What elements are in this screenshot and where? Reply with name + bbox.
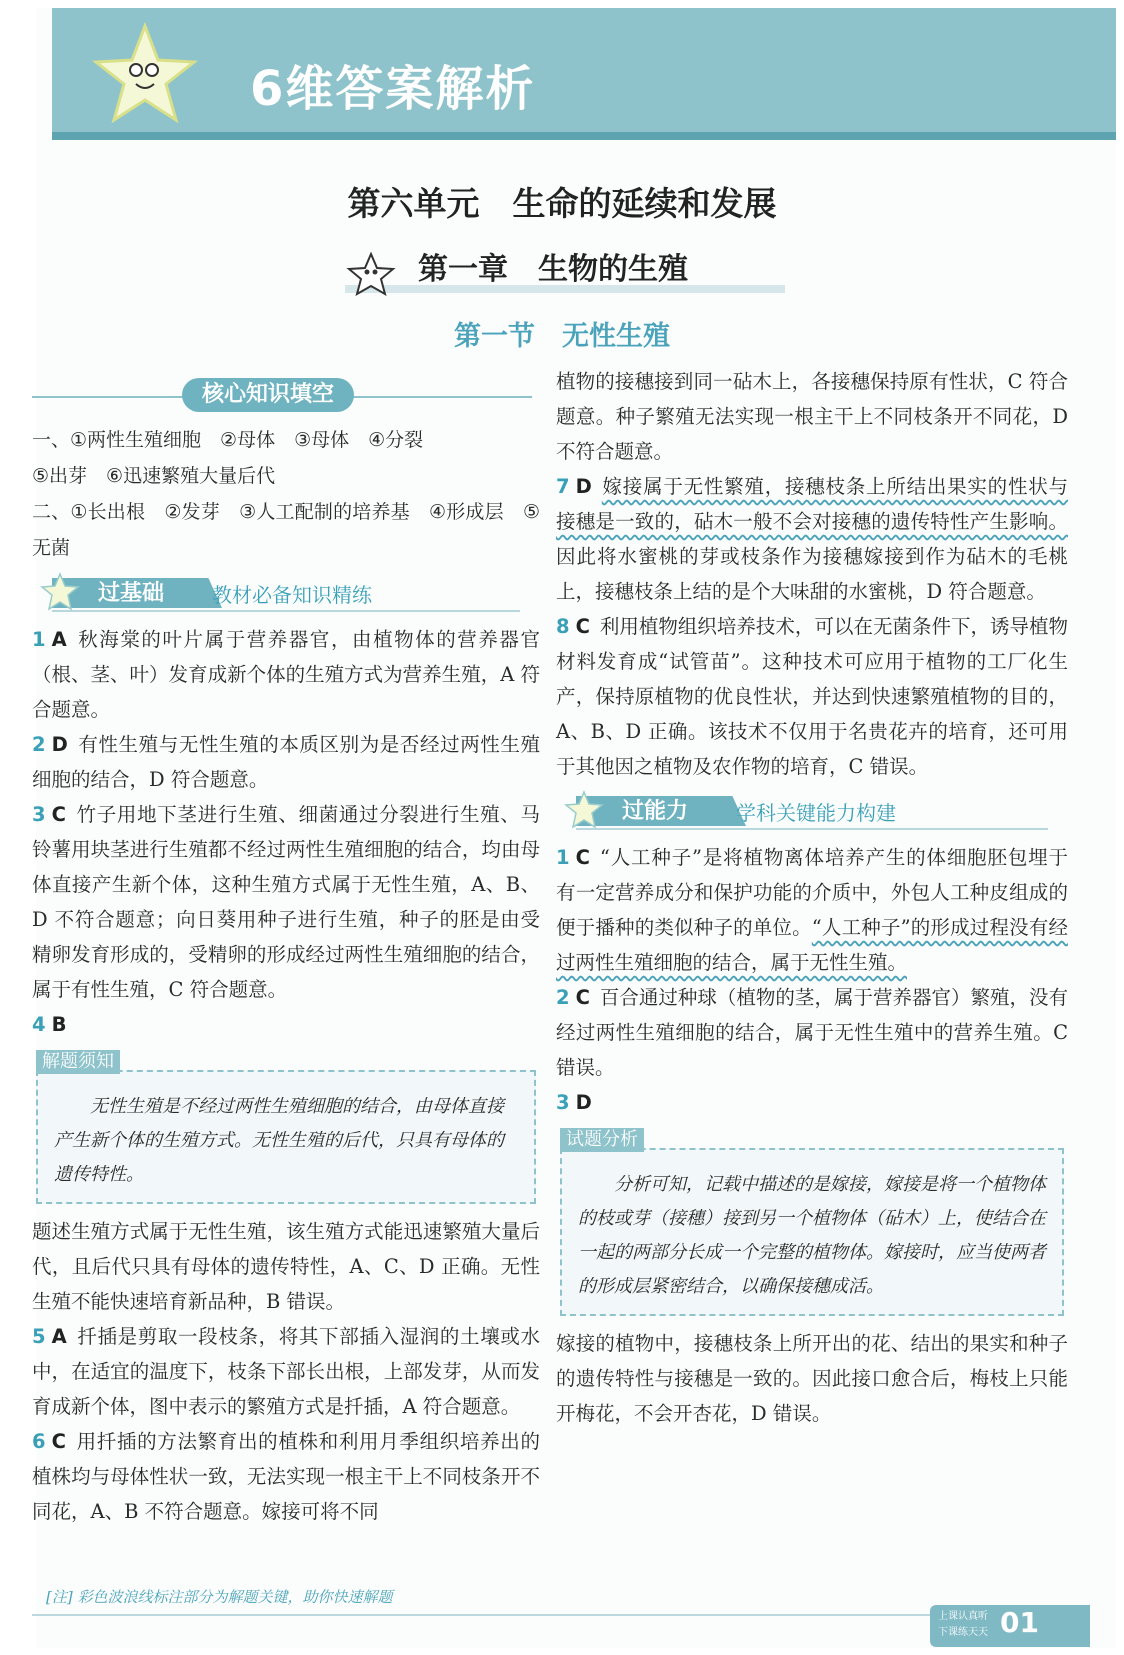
section-title: 第一节 无性生殖 bbox=[454, 321, 670, 352]
item-number: 3 bbox=[32, 803, 46, 826]
core-line-1: 一、①两性生殖细胞 ②母体 ③母体 ④分裂 bbox=[32, 429, 424, 451]
item-text: 有性生殖与无性生殖的本质区别为是否经过两性生殖细胞的结合，D 符合题意。 bbox=[32, 733, 540, 791]
tip-text: 分析可知，记载中描述的是嫁接，嫁接是将一个植物体的枝或芽（接穗）接到另一个植物体（砧木）上，使结合在一起的两部分长成一个完整的植物体。嫁接时，应当使两者的形成层紧密结合，以确保接穗成活。 bbox=[578, 1174, 1046, 1297]
ability-tag: 过能力 bbox=[622, 799, 689, 824]
basic-underline bbox=[52, 610, 520, 612]
ability-heading bbox=[556, 790, 1068, 834]
footer-slogan bbox=[938, 1609, 988, 1641]
star-mascot-icon bbox=[40, 572, 80, 612]
item-text: “人工种子”是将植物离体培养产生的体细胞胚包埋于有一定营养成分和保护功能的介质中，外包人工种皮组成的便于播种的类似种子的单位。 bbox=[556, 846, 1068, 939]
item-number: 3 bbox=[556, 1091, 570, 1114]
answer-item bbox=[556, 840, 1068, 980]
star-icon bbox=[345, 252, 397, 296]
answer-item bbox=[32, 797, 540, 1007]
item-number: 2 bbox=[556, 986, 570, 1009]
tip-text: 无性生殖是不经过两性生殖细胞的结合，由母体直接产生新个体的生殖方式。无性生殖的后代，只具有母体的遗传特性。 bbox=[54, 1096, 504, 1185]
core-heading-label: 核心知识填空 bbox=[182, 378, 354, 412]
footer-note: [注] 彩色波浪线标注部分为解题关键，助你快速解题 bbox=[46, 1588, 393, 1606]
page-number: 01 bbox=[1000, 1606, 1039, 1639]
answer-item bbox=[556, 980, 1068, 1085]
star-mascot-icon bbox=[90, 22, 200, 132]
answer-item bbox=[32, 1007, 540, 1042]
key-text: 嫁接属于无性繁殖，接穗枝条上所结出果实的性状与接穗是一致的，砧木一般不会对接穗的遗传特性产生影响。 bbox=[556, 475, 1068, 533]
answer-item bbox=[32, 622, 540, 727]
answer-item bbox=[556, 469, 1068, 609]
core-heading bbox=[32, 376, 540, 416]
footer-slogan-line-2: 下课练天天 bbox=[938, 1627, 988, 1638]
core-line-3: 二、①长出根 ②发芽 ③人工配制的培养基 ④形成层 ⑤无菌 bbox=[32, 501, 540, 559]
tip-box bbox=[36, 1051, 536, 1204]
ability-subtitle: 学科关键能力构建 bbox=[736, 801, 896, 825]
basic-heading bbox=[32, 572, 540, 616]
item-answer: C bbox=[575, 986, 590, 1009]
core-line-2: ⑤出芽 ⑥迅速繁殖大量后代 bbox=[32, 465, 276, 487]
item-text: 扦插是剪取一段枝条，将其下部插入湿润的土壤或水中，在适宜的温度下，枝条下部长出根，上部发芽，从而发育成新个体，图中表示的繁殖方式是扦插，A 符合题意。 bbox=[32, 1325, 540, 1418]
item-answer: C bbox=[51, 1430, 66, 1453]
footer-slogan-line-1: 上课认真听 bbox=[938, 1611, 988, 1622]
item-number: 1 bbox=[32, 628, 46, 651]
item-number: 5 bbox=[32, 1325, 46, 1348]
answer-item bbox=[32, 727, 540, 797]
tip-label: 解题须知 bbox=[36, 1050, 120, 1074]
tip-box bbox=[560, 1129, 1064, 1316]
item-answer: D bbox=[575, 475, 592, 498]
item-6-continued: 植物的接穗接到同一砧木上，各接穗保持原有性状，C 符合题意。种子繁殖无法实现一根主干上不同枝条开不同花，D 不符合题意。 bbox=[556, 370, 1068, 463]
header-band bbox=[52, 8, 1116, 136]
item-number: 1 bbox=[556, 846, 570, 869]
basic-tag: 过基础 bbox=[98, 581, 165, 606]
item-answer: D bbox=[51, 733, 68, 756]
header-stripe bbox=[52, 132, 1116, 140]
item-text: 利用植物组织培养技术，可以在无菌条件下，诱导植物材料发育成“试管苗”。这种技术可应用于植物的工厂化生产，保持原植物的优良性状，并达到快速繁殖植物的目的，A、B、D 正确。该技术不仅用于名贵花卉的培育，还可用于其他因之植物及农作物的培育，C 错误。 bbox=[556, 615, 1068, 778]
item-number: 4 bbox=[32, 1013, 46, 1036]
left-column bbox=[32, 372, 540, 1529]
item-text: 秋海棠的叶片属于营养器官，由植物体的营养器官（根、茎、叶）发育成新个体的生殖方式为营养生殖，A 符合题意。 bbox=[32, 628, 540, 721]
item-number: 2 bbox=[32, 733, 46, 756]
item-text: 用扦插的方法繁育出的植株和利用月季组织培养出的植株均与母体性状一致，无法实现一根主干上不同枝条开不同花，A、B 不符合题意。嫁接可将不同 bbox=[32, 1430, 540, 1523]
item-answer: D bbox=[575, 1091, 592, 1114]
after-tip-text: 嫁接的植物中，接穗枝条上所开出的花、结出的果实和种子的遗传特性与接穗是一致的。因此接口愈合后，梅枝上只能开梅花，不会开杏花，D 错误。 bbox=[556, 1332, 1068, 1425]
chapter-title: 第一章 生物的生殖 bbox=[418, 252, 688, 287]
item-answer: C bbox=[575, 615, 590, 638]
star-mascot-icon bbox=[564, 790, 604, 830]
after-tip-text: 题述生殖方式属于无性生殖，该生殖方式能迅速繁殖大量后代，且后代只具有母体的遗传特性，A、C、D 正确。无性生殖不能快速培育新品种，B 错误。 bbox=[32, 1220, 540, 1313]
right-column bbox=[556, 364, 1068, 1431]
item-number: 6 bbox=[32, 1430, 46, 1453]
item-answer: C bbox=[575, 846, 590, 869]
answer-item bbox=[32, 1319, 540, 1424]
tip-label: 试题分析 bbox=[560, 1128, 644, 1152]
item-number: 7 bbox=[556, 475, 570, 498]
header-title: 6维答案解析 bbox=[250, 61, 536, 117]
answer-item bbox=[32, 1424, 540, 1529]
item-answer: C bbox=[51, 803, 66, 826]
ability-underline bbox=[576, 828, 1048, 830]
item-answer: A bbox=[51, 628, 67, 651]
answer-item bbox=[556, 1085, 1068, 1120]
item-text: 因此将水蜜桃的芽或枝条作为接穗嫁接到作为砧木的毛桃上，接穗枝条上结的是个大味甜的水蜜桃，D 符合题意。 bbox=[556, 545, 1068, 603]
key-text: “人工种子”的形成过程没有经过两性生殖细胞的结合，属于无性生殖。 bbox=[556, 916, 1068, 974]
item-number: 8 bbox=[556, 615, 570, 638]
basic-subtitle: 教材必备知识精练 bbox=[212, 583, 372, 607]
answer-item bbox=[556, 609, 1068, 784]
unit-title: 第六单元 生命的延续和发展 bbox=[347, 184, 777, 223]
item-text: 竹子用地下茎进行生殖、细菌通过分裂进行生殖、马铃薯用块茎进行生殖都不经过两性生殖细胞的结合，均由母体直接产生新个体，这种生殖方式属于无性生殖，A、B、D 不符合题意；向日葵用种子进行生殖，种子的胚是由受精卵发育形成的，受精卵的形成经过两性生殖细胞的结合，属于有性生殖，C 符合题意。 bbox=[32, 803, 540, 1001]
item-answer: A bbox=[51, 1325, 67, 1348]
item-answer: B bbox=[51, 1013, 67, 1036]
item-text: 百合通过种球（植物的茎，属于营养器官）繁殖，没有经过两性生殖细胞的结合，属于无性生殖中的营养生殖。C 错误。 bbox=[556, 986, 1068, 1079]
